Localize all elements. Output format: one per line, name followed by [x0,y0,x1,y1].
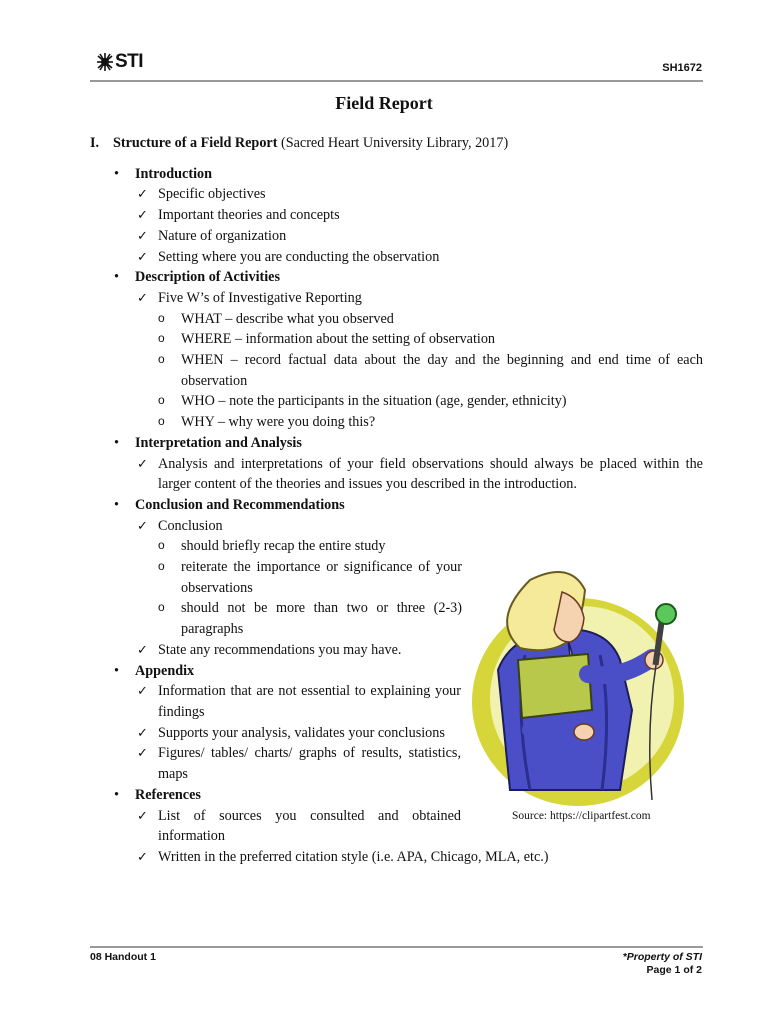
list-item [158,350,703,391]
checkmark-icon: ✓ [137,745,148,761]
document-code: SH1672 [662,62,702,74]
item-text: reiterate the importance or significance of your observations [181,559,462,596]
handout-label: 08 Handout 1 [90,951,156,963]
bullet-dot-icon: • [114,269,119,286]
checkmark-icon: ✓ [137,724,148,740]
list-item [90,164,703,268]
list-item [135,184,703,205]
hollow-circle-icon: o [158,393,165,408]
item-text: WHO – note the participants in the situation (age, gender, ethnicity) [181,393,567,410]
page-header [90,46,703,82]
item-heading: Introduction [135,165,212,182]
list-item [135,288,703,433]
image-source-caption: Source: https://clipartfest.com [512,810,651,822]
section-heading [90,133,703,154]
list-item [90,433,703,495]
item-text: Supports your analysis, validates your conclusions [158,724,445,741]
item-text: Analysis and interpretations of your field observations should always be placed within the larger content of the theories and issues you described in the introduction. [158,455,703,493]
item-text: Written in the preferred citation style (i.e. APA, Chicago, MLA, etc.) [158,848,549,865]
section-citation: (Sacred Heart University Library, 2017) [281,135,509,151]
item-text: should not be more than two or three (2-3) paragraphs [181,600,462,638]
item-text: Important theories and concepts [158,207,340,224]
hollow-circle-icon: o [158,538,165,553]
item-text: WHERE – information about the setting of observation [181,331,496,348]
item-text: Figures/ tables/ charts/ graphs of results, statistics, maps [158,745,461,783]
footer-right [623,951,702,977]
bullet-dot-icon: • [114,786,119,803]
hollow-circle-icon: o [158,414,165,429]
checkmark-icon: ✓ [137,517,148,533]
item-heading: References [135,786,201,803]
bullet-dot-icon: • [114,165,119,182]
hollow-circle-icon: o [158,352,165,367]
hollow-circle-icon: o [158,559,165,574]
checkmark-icon: ✓ [137,641,148,657]
item-text: WHY – why were you doing this? [181,414,376,431]
sti-globe-icon [96,52,114,72]
list-item [158,557,462,598]
item-heading: Appendix [135,662,195,679]
section-number: I. [90,135,100,151]
checkmark-icon: ✓ [137,227,148,243]
item-text: WHAT – describe what you observed [181,310,394,327]
list-item [135,806,461,847]
list-item [90,267,703,433]
list-item [135,847,703,868]
item-text: Information that are not essential to explaining your findings [158,683,461,720]
bullet-dot-icon: • [114,496,119,513]
list-item [158,309,703,330]
list-item [158,536,703,557]
hollow-circle-icon: o [158,310,165,325]
item-text: State any recommendations you may have. [158,641,402,658]
item-heading: Description of Activities [135,269,280,286]
item-text: Nature of organization [158,227,287,244]
item-text: Specific objectives [158,186,266,203]
list-item [135,681,461,722]
property-notice: *Property of STI [622,951,702,963]
list-item [135,205,703,226]
page-title: Field Report [335,93,433,113]
checkmark-icon: ✓ [137,289,148,305]
item-text: WHEN – record factual data about the day and the beginning and end time of each observation [181,352,703,389]
list-item [135,454,703,495]
checkmark-icon: ✓ [137,248,148,264]
hollow-circle-icon: o [158,331,165,346]
checkmark-icon: ✓ [137,455,148,471]
list-item [158,412,703,433]
section-title: Structure of a Field Report [113,135,278,151]
bullet-dot-icon: • [114,662,119,679]
list-item [158,391,703,412]
checkmark-icon: ✓ [137,683,148,699]
item-heading: Interpretation and Analysis [135,434,302,451]
checkmark-icon: ✓ [137,186,148,202]
item-text: Five W’s of Investigative Reporting [158,289,362,306]
item-heading: Conclusion and Recommendations [135,496,345,513]
list-item [158,329,703,350]
checkmark-icon: ✓ [137,807,148,823]
item-text: List of sources you consulted and obtained information [158,807,461,845]
item-text: Setting where you are conducting the observation [158,248,440,265]
sti-logo [96,48,143,76]
hollow-circle-icon: o [158,600,165,615]
checkmark-icon: ✓ [137,207,148,223]
list-item [135,226,703,247]
list-item [158,598,462,639]
list-item [135,247,703,268]
list-item [135,743,461,784]
checkmark-icon: ✓ [137,848,148,864]
footer-rule [90,946,703,948]
item-text: Conclusion [158,517,223,534]
bullet-dot-icon: • [114,434,119,451]
reporter-clipart [470,560,698,810]
item-text: should briefly recap the entire study [181,538,386,555]
logo-text: STI [115,51,144,72]
page-number: Page 1 of 2 [646,964,702,976]
header-rule [90,80,703,82]
